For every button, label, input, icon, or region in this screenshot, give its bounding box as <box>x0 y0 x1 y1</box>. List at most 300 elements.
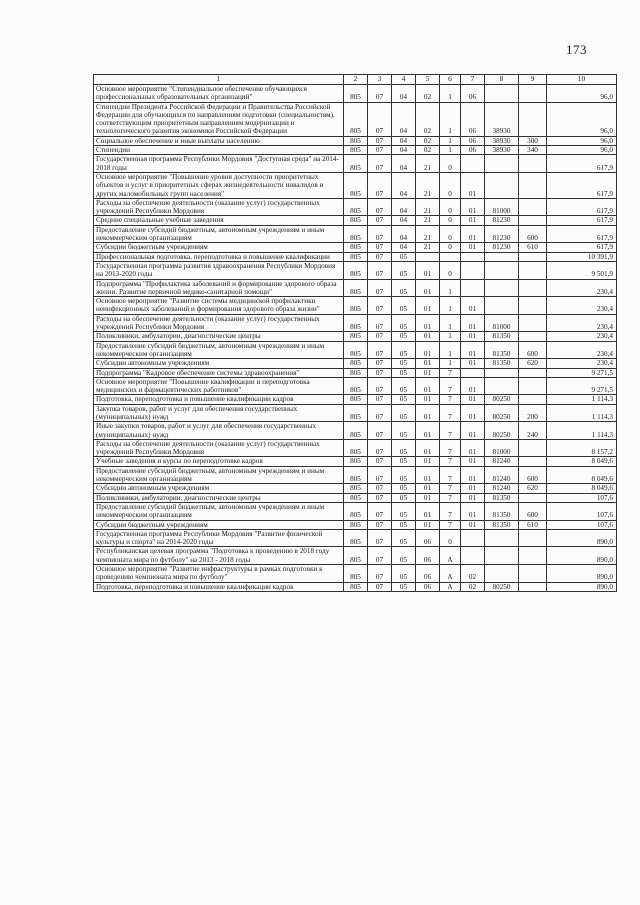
direction-cell <box>485 155 519 173</box>
activity-cell: 06 <box>461 146 485 155</box>
program-cell: 21 <box>416 172 440 198</box>
table-row <box>94 216 617 225</box>
direction-cell: 81000 <box>485 439 519 457</box>
expense-type-cell <box>519 457 547 466</box>
table-row <box>94 252 617 261</box>
expense-type-cell: 600 <box>519 341 547 359</box>
table-row <box>94 297 617 315</box>
subsection-cell: 05 <box>392 332 416 341</box>
section-cell: 07 <box>368 368 392 377</box>
direction-cell: 81000 <box>485 314 519 332</box>
header-cell: 10 <box>547 75 617 85</box>
program-cell: 02 <box>416 102 440 136</box>
subprogram-cell: 7 <box>440 457 461 466</box>
direction-cell: 38930 <box>485 102 519 136</box>
program-cell: 06 <box>416 582 440 591</box>
row-name-cell: Расходы на обеспечение деятельности (оказание услуг) государственных учреждений Республики Мордовия <box>94 314 344 332</box>
subsection-cell: 05 <box>392 439 416 457</box>
row-name-cell: Республиканская целевая программа "Подготовка к проведению в 2018 году чемпионата мира по футболу" на 2013 - 2018 годы <box>94 547 344 565</box>
expense-type-cell: 600 <box>519 502 547 520</box>
table-row <box>94 279 617 297</box>
program-cell <box>416 252 440 261</box>
gov-code-cell: 805 <box>344 457 368 466</box>
amount-cell: 107,6 <box>547 493 617 502</box>
table-row <box>94 377 617 395</box>
subprogram-cell: 7 <box>440 404 461 422</box>
section-cell: 07 <box>368 404 392 422</box>
gov-code-cell: 805 <box>344 172 368 198</box>
program-cell: 01 <box>416 466 440 484</box>
table-row <box>94 520 617 529</box>
amount-cell: 9 501,9 <box>547 261 617 279</box>
table-row <box>94 341 617 359</box>
section-cell: 07 <box>368 102 392 136</box>
gov-code-cell: 805 <box>344 341 368 359</box>
section-cell: 07 <box>368 136 392 145</box>
direction-cell <box>485 252 519 261</box>
table-row <box>94 359 617 368</box>
amount-cell: 617,9 <box>547 225 617 243</box>
table-row <box>94 529 617 547</box>
direction-cell <box>485 377 519 395</box>
expense-type-cell <box>519 102 547 136</box>
subsection-cell: 05 <box>392 368 416 377</box>
gov-code-cell: 805 <box>344 85 368 103</box>
direction-cell <box>485 547 519 565</box>
subsection-cell: 04 <box>392 102 416 136</box>
direction-cell: 81240 <box>485 466 519 484</box>
subprogram-cell: 1 <box>440 341 461 359</box>
amount-cell: 617,9 <box>547 198 617 216</box>
subprogram-cell: 1 <box>440 85 461 103</box>
row-name-cell: Основное мероприятие "Повышение квалификации и переподготовка медицинских и фармацевтических работников" <box>94 377 344 395</box>
row-name-cell: Подпрограмма "Профилактика заболеваний и формирование здорового образа жизни. Развитие первичной медико-санитарной помощи" <box>94 279 344 297</box>
amount-cell: 9 271,5 <box>547 368 617 377</box>
gov-code-cell: 805 <box>344 359 368 368</box>
gov-code-cell: 805 <box>344 547 368 565</box>
row-name-cell: Субсидии бюджетным учреждениям <box>94 520 344 529</box>
direction-cell <box>485 368 519 377</box>
section-cell: 07 <box>368 582 392 591</box>
table-row <box>94 565 617 583</box>
subsection-cell: 05 <box>392 529 416 547</box>
gov-code-cell: 805 <box>344 216 368 225</box>
direction-cell <box>485 297 519 315</box>
table-row <box>94 243 617 252</box>
amount-cell: 230,4 <box>547 297 617 315</box>
expense-type-cell <box>519 529 547 547</box>
expense-type-cell <box>519 297 547 315</box>
header-cell: 2 <box>344 75 368 85</box>
direction-cell: 81350 <box>485 520 519 529</box>
program-cell: 01 <box>416 422 440 440</box>
section-cell: 07 <box>368 547 392 565</box>
activity-cell: 01 <box>461 359 485 368</box>
direction-cell <box>485 565 519 583</box>
subsection-cell: 04 <box>392 146 416 155</box>
amount-cell: 96,0 <box>547 85 617 103</box>
amount-cell: 9 271,5 <box>547 377 617 395</box>
subprogram-cell: 0 <box>440 172 461 198</box>
budget-table <box>93 74 617 592</box>
section-cell: 07 <box>368 225 392 243</box>
section-cell: 07 <box>368 341 392 359</box>
expense-type-cell <box>519 439 547 457</box>
subsection-cell: 04 <box>392 85 416 103</box>
row-name-cell: Основное мероприятие "Стипендиальное обеспечение обучающихся профессиональных образовательных организаций" <box>94 85 344 103</box>
direction-cell: 81350 <box>485 341 519 359</box>
amount-cell: 890,0 <box>547 582 617 591</box>
direction-cell: 81350 <box>485 502 519 520</box>
subprogram-cell: 1 <box>440 332 461 341</box>
program-cell: 02 <box>416 136 440 145</box>
program-cell: 01 <box>416 404 440 422</box>
subprogram-cell: 0 <box>440 198 461 216</box>
program-cell: 01 <box>416 395 440 404</box>
table-row <box>94 314 617 332</box>
gov-code-cell: 805 <box>344 136 368 145</box>
gov-code-cell: 805 <box>344 395 368 404</box>
subprogram-cell: 7 <box>440 439 461 457</box>
table-header-row <box>94 75 617 85</box>
amount-cell: 617,9 <box>547 155 617 173</box>
subprogram-cell: 1 <box>440 359 461 368</box>
program-cell: 01 <box>416 314 440 332</box>
program-cell: 01 <box>416 368 440 377</box>
activity-cell: 01 <box>461 377 485 395</box>
direction-cell: 81230 <box>485 216 519 225</box>
gov-code-cell: 805 <box>344 146 368 155</box>
program-cell: 01 <box>416 297 440 315</box>
row-name-cell: Государственная программа Республики Мордовия "Развитие физической культуры и спорта" на 2014-2020 годы <box>94 529 344 547</box>
subprogram-cell: 1 <box>440 314 461 332</box>
direction-cell <box>485 172 519 198</box>
section-cell: 07 <box>368 85 392 103</box>
gov-code-cell: 805 <box>344 493 368 502</box>
row-name-cell: Иные закупки товаров, работ и услуг для обеспечения государственных (муниципальных) нужд <box>94 422 344 440</box>
gov-code-cell: 805 <box>344 297 368 315</box>
header-cell: 6 <box>440 75 461 85</box>
expense-type-cell <box>519 493 547 502</box>
activity-cell: 01 <box>461 404 485 422</box>
subsection-cell: 05 <box>392 466 416 484</box>
expense-type-cell <box>519 261 547 279</box>
direction-cell: 81240 <box>485 457 519 466</box>
activity-cell: 01 <box>461 493 485 502</box>
expense-type-cell <box>519 314 547 332</box>
amount-cell: 96,0 <box>547 136 617 145</box>
gov-code-cell: 805 <box>344 243 368 252</box>
subsection-cell: 05 <box>392 520 416 529</box>
subsection-cell: 05 <box>392 341 416 359</box>
section-cell: 07 <box>368 261 392 279</box>
gov-code-cell: 805 <box>344 225 368 243</box>
amount-cell: 617,9 <box>547 243 617 252</box>
section-cell: 07 <box>368 243 392 252</box>
amount-cell: 890,0 <box>547 547 617 565</box>
activity-cell: 01 <box>461 314 485 332</box>
subsection-cell: 05 <box>392 457 416 466</box>
section-cell: 07 <box>368 146 392 155</box>
subsection-cell: 05 <box>392 252 416 261</box>
expense-type-cell <box>519 252 547 261</box>
program-cell: 21 <box>416 155 440 173</box>
amount-cell: 230,4 <box>547 359 617 368</box>
table-row <box>94 155 617 173</box>
gov-code-cell: 805 <box>344 502 368 520</box>
expense-type-cell: 340 <box>519 146 547 155</box>
amount-cell: 230,4 <box>547 279 617 297</box>
expense-type-cell <box>519 377 547 395</box>
amount-cell: 107,6 <box>547 502 617 520</box>
section-cell: 07 <box>368 172 392 198</box>
program-cell: 01 <box>416 261 440 279</box>
expense-type-cell <box>519 332 547 341</box>
row-name-cell: Средние специальные учебные заведения <box>94 216 344 225</box>
program-cell: 01 <box>416 502 440 520</box>
activity-cell: 01 <box>461 457 485 466</box>
gov-code-cell: 805 <box>344 466 368 484</box>
gov-code-cell: 805 <box>344 582 368 591</box>
program-cell: 02 <box>416 146 440 155</box>
subsection-cell: 05 <box>392 404 416 422</box>
subprogram-cell: 7 <box>440 466 461 484</box>
direction-cell <box>485 85 519 103</box>
program-cell: 01 <box>416 341 440 359</box>
activity-cell <box>461 155 485 173</box>
activity-cell: 01 <box>461 502 485 520</box>
header-cell: 5 <box>416 75 440 85</box>
expense-type-cell: 610 <box>519 243 547 252</box>
amount-cell: 230,4 <box>547 332 617 341</box>
subsection-cell: 04 <box>392 225 416 243</box>
amount-cell: 10 391,9 <box>547 252 617 261</box>
subsection-cell: 05 <box>392 279 416 297</box>
section-cell: 07 <box>368 198 392 216</box>
header-cell: 4 <box>392 75 416 85</box>
activity-cell: 01 <box>461 332 485 341</box>
section-cell: 07 <box>368 314 392 332</box>
subprogram-cell: 7 <box>440 422 461 440</box>
table-row <box>94 466 617 484</box>
program-cell: 01 <box>416 359 440 368</box>
subprogram-cell: 7 <box>440 377 461 395</box>
activity-cell: 02 <box>461 565 485 583</box>
program-cell: 01 <box>416 493 440 502</box>
activity-cell: 01 <box>461 395 485 404</box>
section-cell: 07 <box>368 395 392 404</box>
expense-type-cell: 600 <box>519 466 547 484</box>
activity-cell: 06 <box>461 136 485 145</box>
activity-cell: 01 <box>461 243 485 252</box>
amount-cell: 8 049,6 <box>547 466 617 484</box>
section-cell: 07 <box>368 457 392 466</box>
subprogram-cell: 0 <box>440 261 461 279</box>
table-row <box>94 332 617 341</box>
budget-table-body <box>94 75 617 592</box>
gov-code-cell: 805 <box>344 529 368 547</box>
row-name-cell: Предоставление субсидий бюджетным, автономным учреждениям и иным некоммерческим организациям <box>94 225 344 243</box>
table-row <box>94 198 617 216</box>
table-row <box>94 439 617 457</box>
subsection-cell: 05 <box>392 502 416 520</box>
amount-cell: 96,0 <box>547 146 617 155</box>
header-cell: 1 <box>94 75 344 85</box>
direction-cell: 81350 <box>485 332 519 341</box>
activity-cell <box>461 252 485 261</box>
subsection-cell: 05 <box>392 582 416 591</box>
subprogram-cell: 7 <box>440 395 461 404</box>
direction-cell: 81230 <box>485 243 519 252</box>
direction-cell: 38930 <box>485 146 519 155</box>
section-cell: 07 <box>368 279 392 297</box>
table-row <box>94 582 617 591</box>
subprogram-cell: 7 <box>440 493 461 502</box>
subsection-cell: 04 <box>392 243 416 252</box>
subsection-cell: 04 <box>392 172 416 198</box>
expense-type-cell <box>519 216 547 225</box>
row-name-cell: Поликлиники, амбулатории, диагностические центры <box>94 332 344 341</box>
subsection-cell: 05 <box>392 484 416 493</box>
subprogram-cell: 0 <box>440 225 461 243</box>
section-cell: 07 <box>368 377 392 395</box>
section-cell: 07 <box>368 155 392 173</box>
gov-code-cell: 805 <box>344 102 368 136</box>
table-row <box>94 225 617 243</box>
activity-cell: 01 <box>461 341 485 359</box>
direction-cell: 81240 <box>485 484 519 493</box>
amount-cell: 1 114,3 <box>547 395 617 404</box>
activity-cell: 01 <box>461 225 485 243</box>
direction-cell: 81000 <box>485 198 519 216</box>
row-name-cell: Предоставление субсидий бюджетным, автономным учреждениям и иным некоммерческим организациям <box>94 341 344 359</box>
amount-cell: 8 049,6 <box>547 457 617 466</box>
row-name-cell: Предоставление субсидий бюджетным, автономным учреждениям и иным некоммерческим организациям <box>94 466 344 484</box>
gov-code-cell: 805 <box>344 368 368 377</box>
row-name-cell: Поликлиники, амбулатории, диагностические центры <box>94 493 344 502</box>
amount-cell: 890,0 <box>547 565 617 583</box>
table-row <box>94 261 617 279</box>
subprogram-cell: 1 <box>440 279 461 297</box>
subprogram-cell: 0 <box>440 529 461 547</box>
table-row <box>94 547 617 565</box>
activity-cell: 02 <box>461 582 485 591</box>
section-cell: 07 <box>368 529 392 547</box>
gov-code-cell: 805 <box>344 155 368 173</box>
table-row <box>94 502 617 520</box>
direction-cell <box>485 261 519 279</box>
program-cell: 01 <box>416 520 440 529</box>
activity-cell <box>461 279 485 297</box>
direction-cell: 80250 <box>485 582 519 591</box>
subsection-cell: 05 <box>392 359 416 368</box>
row-name-cell: Закупка товаров, работ и услуг для обеспечения государственных (муниципальных) нужд <box>94 404 344 422</box>
expense-type-cell <box>519 547 547 565</box>
row-name-cell: Государственная программа развития здравоохранения Республики Мордовия на 2013-2020 годы <box>94 261 344 279</box>
direction-cell: 80250 <box>485 404 519 422</box>
subprogram-cell: 0 <box>440 216 461 225</box>
expense-type-cell: 620 <box>519 484 547 493</box>
gov-code-cell: 805 <box>344 314 368 332</box>
expense-type-cell: 300 <box>519 136 547 145</box>
subprogram-cell: А <box>440 582 461 591</box>
row-name-cell: Государственная программа Республики Мордовия "Доступная среда" на 2014-2018 годы <box>94 155 344 173</box>
subprogram-cell: 0 <box>440 243 461 252</box>
activity-cell <box>461 261 485 279</box>
expense-type-cell <box>519 395 547 404</box>
section-cell: 07 <box>368 520 392 529</box>
table-row <box>94 493 617 502</box>
activity-cell: 01 <box>461 439 485 457</box>
subsection-cell: 05 <box>392 565 416 583</box>
subprogram-cell: 1 <box>440 102 461 136</box>
activity-cell: 01 <box>461 216 485 225</box>
section-cell: 07 <box>368 439 392 457</box>
expense-type-cell <box>519 582 547 591</box>
section-cell: 07 <box>368 466 392 484</box>
section-cell: 07 <box>368 502 392 520</box>
page-number: 173 <box>566 42 587 57</box>
table-row <box>94 102 617 136</box>
subsection-cell: 04 <box>392 198 416 216</box>
subprogram-cell: 7 <box>440 502 461 520</box>
row-name-cell: Расходы на обеспечение деятельности (оказание услуг) государственных учреждений Республики Мордовия <box>94 198 344 216</box>
amount-cell: 96,0 <box>547 102 617 136</box>
subprogram-cell: 0 <box>440 155 461 173</box>
table-row <box>94 146 617 155</box>
program-cell: 06 <box>416 565 440 583</box>
row-name-cell: Основное мероприятие "Повышение уровня доступности приоритетных объектов и услуг в приоритетных сферах жизнедеятельности инвалидов и других маломобильных групп населения" <box>94 172 344 198</box>
activity-cell: 01 <box>461 198 485 216</box>
activity-cell: 01 <box>461 297 485 315</box>
gov-code-cell: 805 <box>344 252 368 261</box>
table-row <box>94 404 617 422</box>
subprogram-cell: 1 <box>440 297 461 315</box>
program-cell: 21 <box>416 225 440 243</box>
header-cell: 9 <box>519 75 547 85</box>
subprogram-cell: 7 <box>440 520 461 529</box>
subprogram-cell: А <box>440 565 461 583</box>
table-row <box>94 368 617 377</box>
row-name-cell: Стипендии <box>94 146 344 155</box>
row-name-cell: Предоставление субсидий бюджетным, автономным учреждениям и иным некоммерческим организациям <box>94 502 344 520</box>
program-cell: 21 <box>416 243 440 252</box>
subsection-cell: 05 <box>392 377 416 395</box>
table-row <box>94 457 617 466</box>
subsection-cell: 04 <box>392 216 416 225</box>
expense-type-cell <box>519 172 547 198</box>
row-name-cell: Стипендии Президента Российской Федерации и Правительства Российской Федерации для обучающихся по направлениям подготовки (специальностям), соответствующим приоритетным направлениям модернизации и технологического развития экономики Российской Федерации <box>94 102 344 136</box>
amount-cell: 617,9 <box>547 172 617 198</box>
program-cell: 01 <box>416 377 440 395</box>
direction-cell <box>485 279 519 297</box>
activity-cell: 06 <box>461 102 485 136</box>
table-row <box>94 136 617 145</box>
subsection-cell: 05 <box>392 297 416 315</box>
activity-cell: 01 <box>461 520 485 529</box>
subsection-cell: 04 <box>392 155 416 173</box>
expense-type-cell <box>519 368 547 377</box>
program-cell: 06 <box>416 547 440 565</box>
row-name-cell: Социальное обеспечение и иные выплаты населению <box>94 136 344 145</box>
expense-type-cell: 610 <box>519 520 547 529</box>
direction-cell: 80250 <box>485 422 519 440</box>
expense-type-cell <box>519 279 547 297</box>
section-cell: 07 <box>368 359 392 368</box>
activity-cell: 01 <box>461 172 485 198</box>
expense-type-cell <box>519 565 547 583</box>
row-name-cell: Основное мероприятие "Развитие системы медицинской профилактики неинфекционных заболеваний и формирования здорового образа жизни" <box>94 297 344 315</box>
